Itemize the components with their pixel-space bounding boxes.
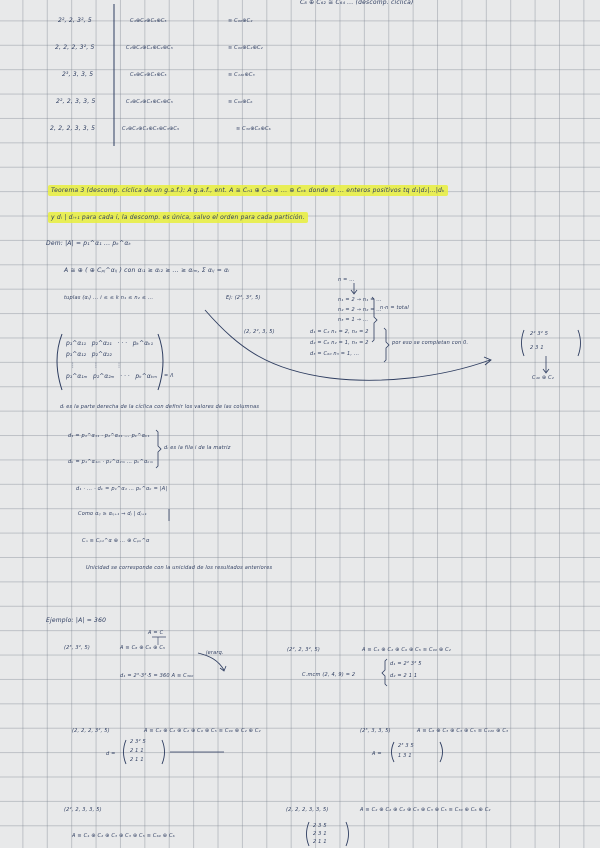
example-b-row: d₂ = 2 1 1 [390, 673, 418, 679]
example-f-matrix-row: 2 3 5 [313, 823, 327, 829]
table-row-partition: 2, 2, 2, 3², 5 [55, 44, 95, 51]
row-note: dᵢ es la parte derecha de la cíclica con definir los valores de las columnas [60, 404, 260, 410]
como-formula: Como αᵢⱼ ≥ αᵢⱼ₊₁ ⇒ dⱼ | dⱼ₊₁ [78, 511, 147, 517]
table-row-sum: C₄⊕C₂⊕C₉⊕C₅ [130, 18, 167, 24]
table-row-partition: 2², 2, 3², 5 [58, 17, 92, 24]
example-title: Ejemplo: |A| = 360 [46, 617, 107, 624]
theorem-line-2 [48, 215, 308, 221]
table-row-partition: 2³, 3, 3, 5 [62, 71, 94, 78]
proof-tuple-2: (2, 2², 3, 5) [244, 329, 275, 335]
table-row-iso: ≅ C₁₂₀⊕C₃ [228, 72, 255, 78]
example-d-label: (2³, 3, 3, 5) [360, 728, 391, 734]
proof-example-partition: Ej: (2², 3², 5) [226, 295, 261, 301]
exponent-matrix [66, 338, 157, 382]
header-fragment: C₈ ⊕ C₆₂ ≅ C₆₄ ... (descomp. cíclica) [300, 0, 414, 6]
matrix-row: p₁^α₁ₘ p₂^α₂ₘ · · · pₖ^αₖₘ [66, 373, 158, 380]
example-d-matrix-row: 1 3 1 [398, 753, 412, 759]
product-formula: d₁ · ... · dₖ = p₁^α₁ ... pₖ^αₖ = |A| [76, 486, 168, 492]
theorem-highlight: y dᵢ | dᵢ₊₁ para cada i, la descomp. es única, salvo el orden para cada partición. [48, 212, 308, 223]
table-row-iso: ≅ C₆₀⊕C₆ [228, 99, 253, 105]
example-f-matrix-row: 2 3 1 [313, 831, 327, 837]
example-f-eq: A ≅ C₂ ⊕ C₂ ⊕ C₂ ⊕ C₃ ⊕ C₃ ⊕ C₅ ≅ C₃₀ ⊕ C₆ ⊕ C₂ [360, 807, 491, 813]
example-b-row: d₁ = 2² 3² 5 [390, 661, 422, 667]
example-c-label: (2, 2, 2, 3², 5) [72, 728, 110, 734]
table-row-sum: C₈⊕C₃⊕C₃⊕C₅ [130, 72, 167, 78]
matrix-row: p₁^α₁₂ p₂^α₂₂ [66, 351, 112, 358]
table-row-sum: C₂⊕C₂⊕C₂⊕C₉⊕C₅ [126, 45, 174, 51]
table-row-iso: ≅ C₉₀⊕C₂⊕C₂ [228, 45, 263, 51]
table-row-iso: ≅ C₃₀⊕C₆⊕C₆ [236, 126, 271, 132]
n-label: n₃ = 1 → ... [338, 317, 369, 323]
proof-order-note: n = ... [338, 277, 355, 283]
d-line: d₃ = C₆₀ n₃ = 1, ... [310, 351, 360, 357]
n-label: n₁ = 2 → n₁ = ... [338, 297, 382, 303]
example-a-dcalc: d₁ = 2³·3²·5 = 360 A ≅ C₃₆₀ [120, 673, 194, 679]
d-line: d₂ = C₆ n₂ = 1, n₃ = 2 [310, 340, 369, 346]
n-total-note: n·n = total [380, 305, 409, 311]
dk-formula: dₖ = p₁^α₁ₘ · p₂^α₂ₘ ... pₖ^αₖₘ [68, 459, 154, 465]
example-a-label: (2³, 3², 5) [64, 645, 91, 651]
example-b-label: (2², 2, 3², 5) [287, 647, 320, 653]
example-d-prefix: A = [372, 751, 382, 757]
example-a-top: A = C [148, 630, 164, 636]
example-f-label: (2, 2, 2, 3, 3, 5) [286, 807, 329, 813]
example-b-eq: A ≅ C₄ ⊕ C₂ ⊕ C₉ ⊕ C₅ ≅ C₉₀ ⊕ C₂ [362, 647, 452, 653]
example-c-eq: A ≅ C₂ ⊕ C₂ ⊕ C₂ ⊕ C₉ ⊕ C₅ ≅ C₉₀ ⊕ C₂ ⊕ C₂ [144, 728, 261, 734]
example-e-eq: A ≅ C₄ ⊕ C₂ ⊕ C₃ ⊕ C₃ ⊕ C₅ ≅ C₆₀ ⊕ C₆ [72, 833, 175, 839]
example-c-matrix-row: 2 1 1 [130, 757, 144, 763]
d1-formula: d₁ = p₁^α₁₁ · p₂^α₂₁ ... pₖ^αₖ₁ [68, 433, 150, 439]
cd-formula: Cₙ ≅ Cₚ₁^α ⊕ ... ⊕ Cₚₖ^α [82, 538, 150, 544]
example-c-matrix-row: 2 1 1 [130, 748, 144, 754]
proof-tuples: tuplas (αᵢ) ... i ≤ ≤ k n₁ ≤ n₂ ≤ ... [64, 295, 154, 301]
example-a-eq: A ≅ C₈ ⊕ C₉ ⊕ C₅ [120, 645, 166, 651]
table-row-sum: C₄⊕C₂⊕C₃⊕C₃⊕C₅ [126, 99, 174, 105]
proof-decomposition: A ≅ ⊕ ( ⊕ Cₚⱼ^αᵢⱼ ) con αᵢ₁ ≥ αᵢ₂ ≥ ... ≥ αᵢₘ, Σ αᵢⱼ = αᵢ [64, 267, 230, 274]
matrix-label: = Λ [164, 373, 174, 379]
unicidad-note: Unicidad se corresponde con la unicidad de los resultados anteriores [86, 565, 273, 571]
table-row-iso: ≅ C₉₀⊕C₂ [228, 18, 253, 24]
example-b-note: C.mcm (2, 4, 9) = 2 [302, 672, 356, 678]
d-note: dᵢ es la fila i de la matriz [164, 445, 231, 451]
matrix-row: p₁^α₁₁ p₂^α₂₁ · · · pₖ^αₖ₁ [66, 340, 154, 347]
table-row-partition: 2², 2, 3, 3, 5 [56, 98, 96, 105]
d-line: d₁ = C₂ n₁ = 2, n₂ = 2 [310, 329, 369, 335]
right-matrix-result: C₄₀ ⊕ C₂ [532, 375, 554, 381]
example-c-prefix: d = [106, 751, 116, 757]
example-f-matrix-row: 2 1 1 [313, 839, 327, 845]
theorem-line-1 [48, 188, 448, 194]
example-a-arrow-note: jerarq. [206, 650, 224, 656]
example-e-label: (2², 2, 3, 3, 5) [64, 807, 102, 813]
right-matrix-row: 2 3 1 [530, 345, 544, 351]
example-c-matrix-row: 2 3² 5 [130, 739, 146, 745]
theorem-highlight: Teorema 3 (descomp. cíclica de un g.a.f.): A g.a.f., ent. A ≅ Cₙ₁ ⊕ Cₙ₂ ⊕ ... ⊕ Cₙₖ donde dᵢ ... enteros positivos tq d₁|d₂|...|dₖ [48, 185, 448, 196]
example-d-eq: A ≅ C₈ ⊕ C₃ ⊕ C₃ ⊕ C₅ ≅ C₁₂₀ ⊕ C₃ [417, 728, 509, 734]
n-label: n₂ = 2 → n₂ = ... [338, 307, 382, 313]
example-d-matrix-row: 2³ 3 5 [398, 743, 414, 749]
table-row-partition: 2, 2, 2, 3, 3, 5 [50, 125, 96, 132]
proof-dem: Dem: |A| = p₁^α₁ ... pₖ^αₖ [46, 240, 132, 247]
right-matrix-row: 2² 3² 5 [530, 331, 549, 337]
matrix-row: ⋮ ⋮ ⋮ [66, 362, 123, 369]
brace-note: por eso se completan con 0. [392, 340, 469, 346]
table-row-sum: C₂⊕C₂⊕C₂⊕C₃⊕C₃⊕C₅ [122, 126, 180, 132]
